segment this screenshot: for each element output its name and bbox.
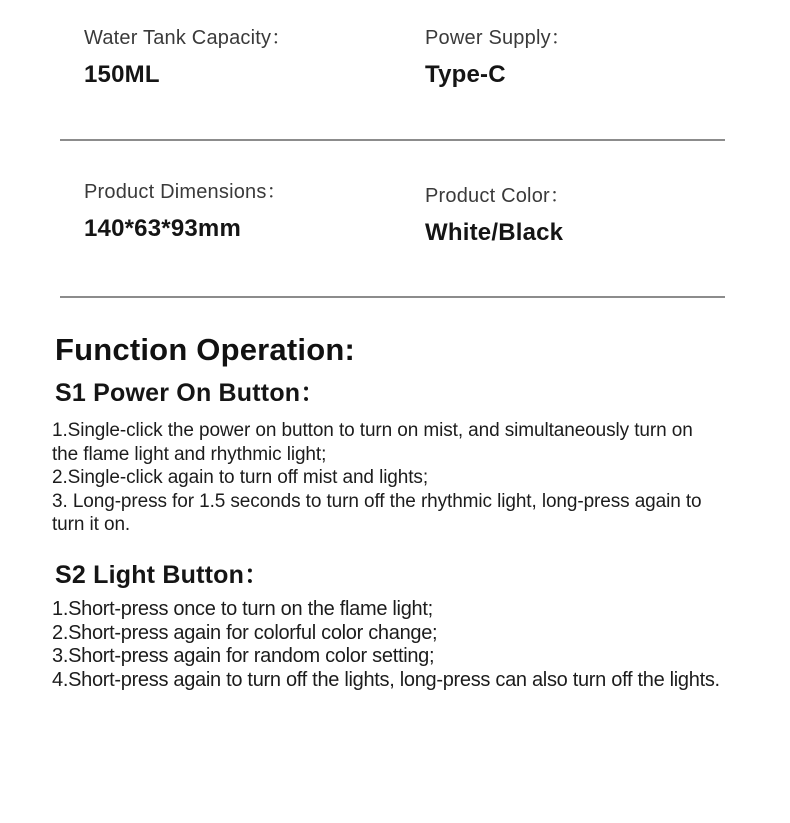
s2-instructions	[52, 598, 752, 692]
spec-label: Power Supply：	[425, 27, 571, 49]
instruction-item: 1.Short-press once to turn on the flame light;	[52, 598, 433, 620]
spec-value: White/Black	[425, 219, 564, 246]
function-operation-title: Function Operation:	[55, 332, 355, 367]
spec-value: 150ML	[84, 61, 160, 88]
spec-product-color	[425, 182, 570, 248]
s1-power-on-button-heading: S1 Power On Button：	[55, 379, 326, 407]
spec-label: Product Dimensions：	[84, 181, 287, 203]
s2-light-button-heading: S2 Light Button：	[55, 561, 270, 589]
spec-power-supply	[425, 24, 571, 90]
instruction-item: 1.Single-click the power on button to turn on mist, and simultaneously turn on the flame light and rhythmic light;	[52, 420, 693, 465]
spec-water-tank-capacity	[84, 24, 291, 90]
spec-product-dimensions	[84, 178, 287, 244]
instruction-item: 3.Short-press again for random color setting;	[52, 645, 435, 667]
instruction-item: 2.Short-press again for colorful color change;	[52, 621, 438, 644]
instruction-item: 4.Short-press again to turn off the lights, long-press can also turn off the lights.	[52, 668, 720, 691]
spec-label: Water Tank Capacity：	[84, 27, 292, 49]
divider	[60, 296, 725, 298]
s1-instructions	[52, 419, 720, 537]
spec-value: 140*63*93mm	[84, 215, 241, 242]
divider	[60, 139, 725, 141]
spec-label: Product Color：	[425, 185, 571, 207]
spec-value: Type-C	[425, 61, 506, 88]
instruction-item: 3. Long-press for 1.5 seconds to turn off the rhythmic light, long-press again to turn it on.	[52, 490, 702, 535]
instruction-item: 2.Single-click again to turn off mist and lights;	[52, 467, 429, 488]
